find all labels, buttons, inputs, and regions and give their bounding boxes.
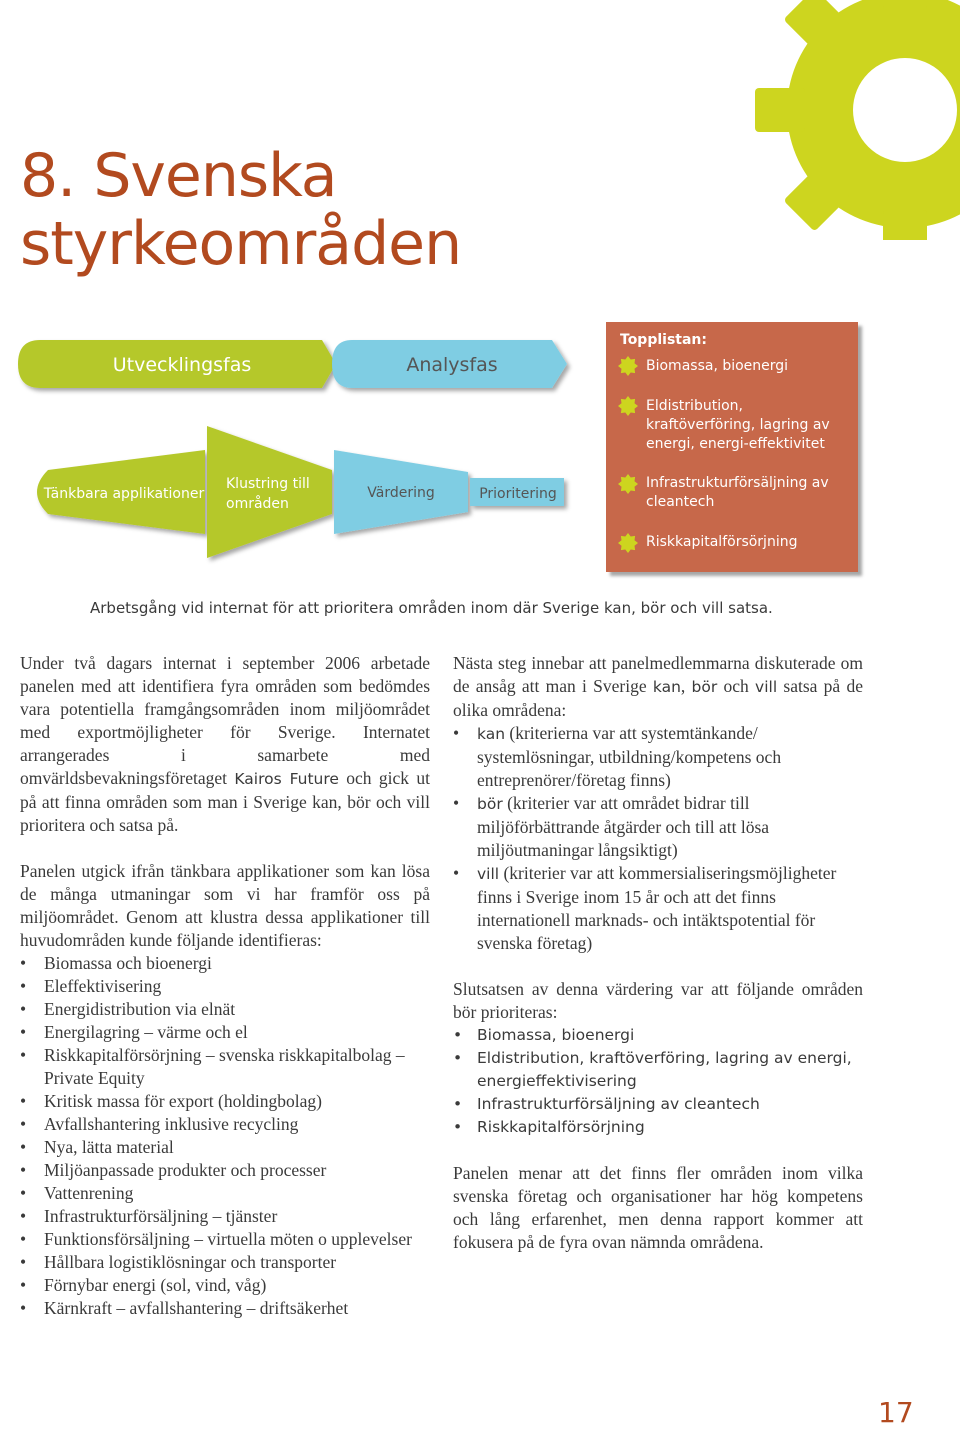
criteria-item [453,722,863,792]
separator: och [717,676,756,696]
page-title [20,142,461,278]
criteria-key: bör [477,795,503,813]
method-paragraph: Panelen utgick ifrån tänkbara applikationer som kan lösa de många utmaningar som vi har framför oss på miljöområdet. Genom att klustra dessa applikationer till huvudområden kunde följande identifieras: [20,861,430,950]
toplist-item: Biomassa, bioenergi [646,358,789,374]
page-number: 17 [878,1396,914,1429]
criteria-text: (kriterierna var att systemtänkande/ systemlösningar, utbildning/kompetens och entreprenörer/företag finns) [477,723,782,790]
list-item: • Hållbara logistiklösningar och transporter [20,1251,430,1274]
list-item: • Kärnkraft – avfallshantering – driftsäkerhet [20,1297,430,1320]
list-item: • Förnybar energi (sol, vind, våg) [20,1274,430,1297]
title-line-1: 8. Svenska [20,141,337,211]
list-item: • Biomassa och bioenergi [20,952,430,975]
toplist-item: Infrastrukturförsäljning av cleantech [646,475,829,510]
list-item: • Infrastrukturförsäljning – tjänster [20,1205,430,1228]
phase-label-analysis: Analysfas [406,354,498,376]
star-icon [618,474,638,494]
criteria-item [453,862,863,955]
stage-label-applications: Tänkbara applikationer [43,486,205,502]
stage-shape-clustering [207,426,332,558]
closing-paragraph: Panelen menar att det finns fler områden inom vilka svenska företag och organisationer har hög kompetens och lång erfarenhet, men denna rapport kommer att fokusera på de fyra ovan nämnda områdena. [453,1163,863,1252]
toplist-item: Riskkapitalförsörjning [646,534,798,550]
list-item: • Riskkapitalförsörjning – svenska riskkapitalbolag – Private Equity [20,1044,430,1090]
toplist-item: Eldistribution, kraftöverföring, lagring av energi, energi-effektivitet [646,398,830,452]
star-icon [618,533,638,553]
criteria-key: kan [477,725,506,743]
criteria-key: vill [477,865,500,883]
keyword-bor: bör [691,678,718,696]
list-item: • Kritisk massa för export (holdingbolag) [20,1090,430,1113]
next-step-text-end: satsa på de olika områdena: [453,676,863,720]
diagram-caption: Arbetsgång vid internat för att prioritera områden inom där Sverige kan, bör och vill satsa. [90,599,773,617]
criteria-text: (kriterier var att området bidrar till miljöförbättrande åtgärder och till att lösa miljöutmaningar långsiktigt) [477,793,770,860]
intro-text: Under två dagars internat i september 2006 arbetade panelen med att identifiera fyra områden som bedömdes vara potentiella framgångsområden inom miljöområdet med exportmöjligheter för Sverige. Internatet arrangerades i samarbete med omvärldsbevakningsföretaget [20,653,430,788]
criteria-item [453,792,863,862]
intro-text-end: och gick ut på att finna områden som man i Sverige kan, bör och vill prioritera och satsa på. [20,768,430,835]
stage-label-valuation: Värdering [367,485,435,501]
keyword-kan: kan [652,678,681,696]
list-item: • Vattenrening [20,1182,430,1205]
priority-item: • Biomassa, bioenergi [453,1024,863,1047]
conclusion-paragraph: Slutsatsen av denna värdering var att följande områden bör prioriteras: [453,979,863,1022]
stage-label-prioritization: Prioritering [479,486,557,502]
right-column [453,652,863,1254]
priorities-list [453,1024,863,1139]
list-item: • Funktionsförsäljning – virtuella möten o upplevelser [20,1228,430,1251]
toplist-heading: Topplistan: [620,332,707,348]
separator: , [680,676,692,696]
list-item: • Miljöanpassade produkter och processer [20,1159,430,1182]
list-item: • Eleffektivisering [20,975,430,998]
intro-paragraph [20,652,430,837]
title-line-2: styrkeområden [20,209,462,279]
list-item: • Avfallshantering inklusive recycling [20,1113,430,1136]
star-icon [618,356,638,376]
next-step-text: Nästa steg innebar att panelmedlemmarna diskuterade om de ansåg att man i Sverige [453,653,863,696]
toplist-box [606,322,858,572]
phase-label-development: Utvecklingsfas [112,354,252,376]
criteria-text: (kriterier var att kommersialiseringsmöjligheter finns i Sverige inom 15 år och att det finns internationell marknads- och intäktspotential för svenska företag) [477,863,837,953]
list-item: • Energidistribution via elnät [20,998,430,1021]
priority-item: • Riskkapitalförsörjning [453,1116,863,1139]
star-icon [618,396,638,416]
criteria-list [453,722,863,955]
stage-label-clustering-2: områden [226,496,289,512]
stage-label-clustering-1: Klustring till [226,476,310,492]
list-item: • Nya, lätta material [20,1136,430,1159]
next-step-paragraph [453,652,863,722]
company-name: Kairos Future [234,770,339,788]
priority-item: • Eldistribution, kraftöverföring, lagring av energi, energieffektivisering [453,1047,863,1093]
priority-item: • Infrastrukturförsäljning av cleantech [453,1093,863,1116]
keyword-vill: vill [755,678,778,696]
list-item: • Energilagring – värme och el [20,1021,430,1044]
left-column [20,652,430,1320]
areas-list [20,952,430,1320]
